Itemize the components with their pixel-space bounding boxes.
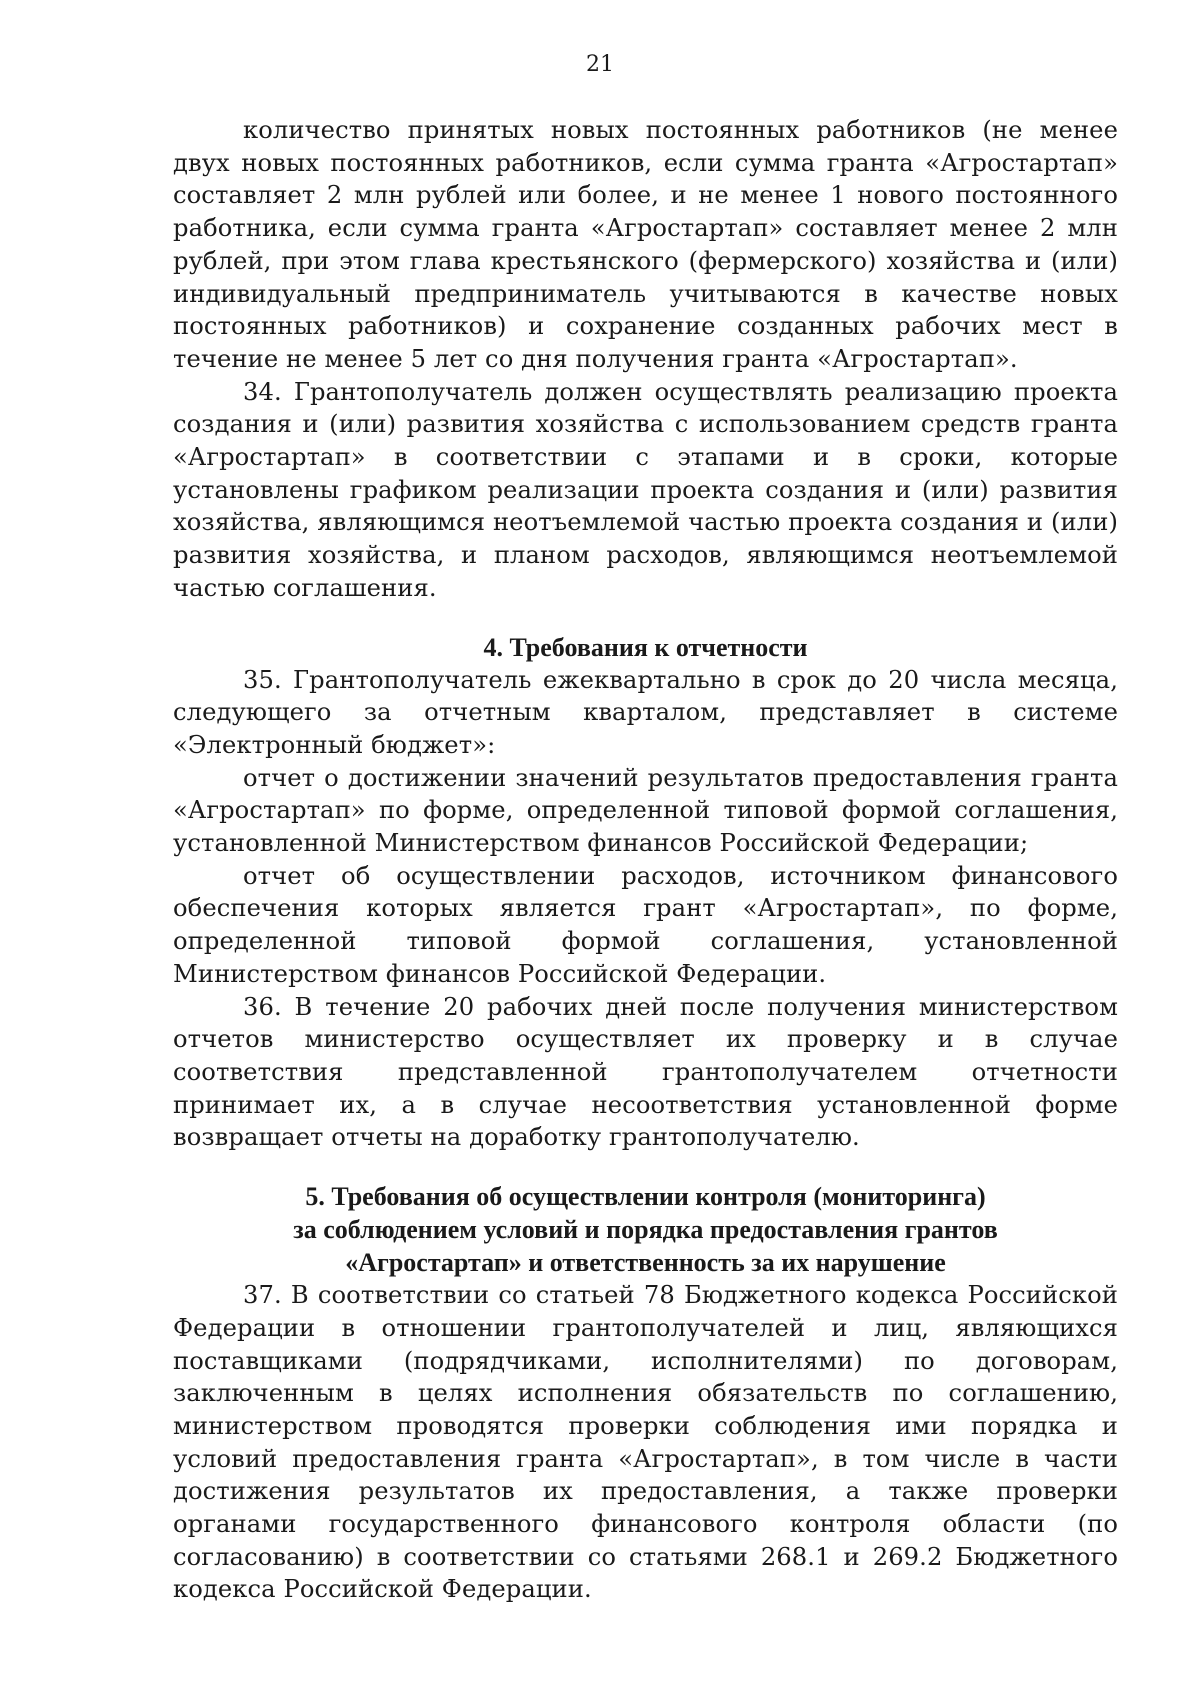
section-5-title-line-2: за соблюдением условий и порядка предоставления грантов <box>293 1215 998 1245</box>
section-4-title: 4. Требования к отчетности <box>483 632 808 662</box>
paragraph-workers-count: количество принятых новых постоянных работников (не менее двух новых постоянных работников, если сумма гранта «Агростартап» составляет 2 млн рублей или более, и не менее 1 нового постоянного работника, если сумма гранта «Агростартап» составляет менее 2 млн рублей, при этом глава крестьянского (фермерского) хозяйства и (или) индивидуальный предприниматель учитываются в качестве новых постоянных работников) и сохранение созданных рабочих мест в течение не менее 5 лет со дня получения гранта «Агростартап». <box>173 116 1118 373</box>
paragraph-36: 36. В течение 20 рабочих дней после получения министерством отчетов министерство осуществляет их проверку и в случае соответствия представленной грантополучателем отчетности принимает их, а в случае несоответствия установленной форме возвращает отчеты на доработку грантополучателю. <box>173 992 1118 1152</box>
paragraph-35-report-results: отчет о достижении значений результатов предоставления гранта «Агростартап» по форме, определенной типовой формой соглашения, установленной Министерством финансов Российской Федерации; <box>173 763 1118 858</box>
paragraph-35-report-expenses: отчет об осуществлении расходов, источником финансового обеспечения которых является грант «Агростартап», по форме, определенной типовой формой соглашения, установленной Министерством финансов Российской Федерации. <box>173 861 1118 988</box>
paragraph-35: 35. Грантополучатель ежеквартально в срок до 20 числа месяца, следующего за отчетным кварталом, представляет в системе «Электронный бюджет»: <box>173 665 1118 759</box>
section-5-title <box>173 1180 1118 1279</box>
section-5-title-line-3: «Агростартап» и ответственность за их нарушение <box>345 1248 946 1278</box>
document-body <box>173 114 1118 1606</box>
paragraph-37: 37. В соответствии со статьей 78 Бюджетного кодекса Российской Федерации в отношении грантополучателей и лиц, являющихся поставщиками (подрядчиками, исполнителями) по договорам, заключенным в целях исполнения обязательств по соглашению, министерством проводятся проверки соблюдения ими порядка и условий предоставления гранта «Агростартап», в том числе в части достижения результатов их предоставления, а также проверки органами государственного финансового контроля области (по согласованию) в соответствии со статьями 268.1 и 269.2 Бюджетного кодекса Российской Федерации. <box>173 1281 1118 1604</box>
page-number: 21 <box>586 52 614 77</box>
paragraph-34: 34. Грантополучатель должен осуществлять реализацию проекта создания и (или) развития хозяйства с использованием средств гранта «Агростартап» в соответствии с этапами и в сроки, которые установлены графиком реализации проекта создания и (или) развития хозяйства, являющимся неотъемлемой частью проекта создания и (или) развития хозяйства, и планом расходов, являющимся неотъемлемой частью соглашения. <box>173 377 1118 602</box>
section-5-title-line-1: 5. Требования об осуществлении контроля (мониторинга) <box>305 1182 986 1212</box>
